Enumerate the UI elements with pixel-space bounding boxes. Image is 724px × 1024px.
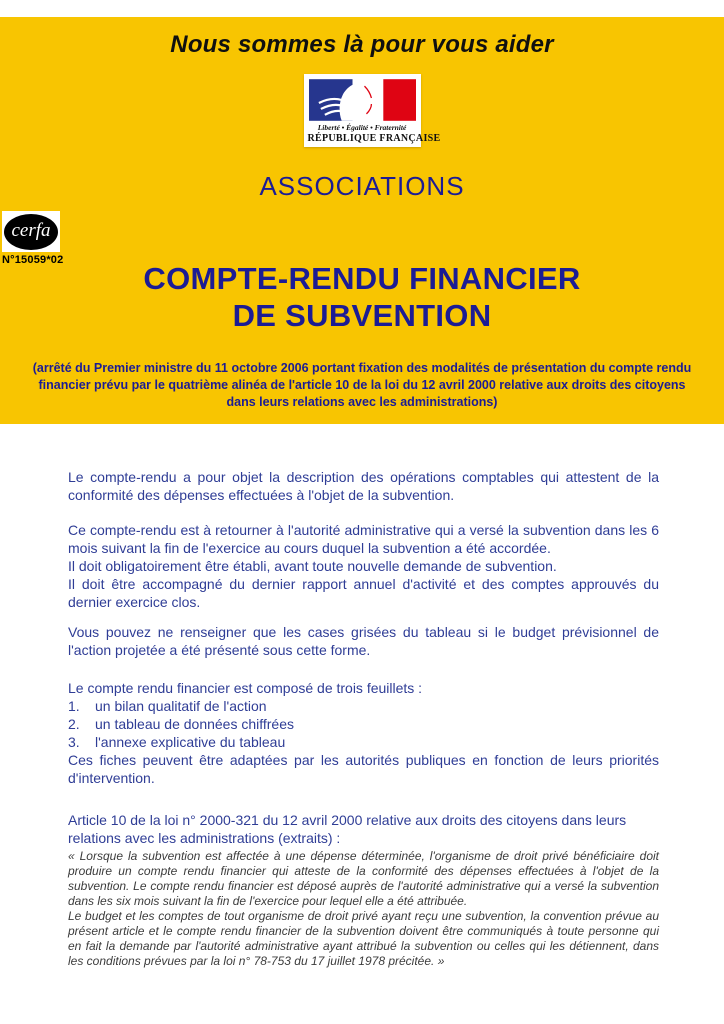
list-item-text: un bilan qualitatif de l'action: [95, 698, 267, 714]
list-item: [68, 733, 659, 751]
cerfa-logo: [2, 211, 63, 266]
document-title: [0, 260, 724, 334]
return-instruction-line: Il doit obligatoirement être établi, avant toute nouvelle demande de subvention.: [68, 558, 557, 574]
return-instruction-line: Il doit être accompagné du dernier rapport annuel d'activité et des comptes approuvés du dernier exercice clos.: [68, 576, 659, 610]
list-item-text: un tableau de données chiffrées: [95, 716, 295, 732]
section-title: ASSOCIATIONS: [259, 171, 465, 201]
cerfa-form-number: N°15059*02: [2, 254, 64, 266]
paragraph-three-sheets: [68, 679, 659, 787]
law-extract-paragraph: Le budget et les comptes de tout organisme de droit privé ayant reçu une subvention, la convention prévue au présent article et le compte rendu financier de la subvention doivent être communiqués à toute personne qui en fait la demande par l'autorité administrative ayant attribué la subvention ou celles qui les détiennent, dans les conditions prévues par la loi n° 78-753 du 17 juillet 1978 précitée. »: [68, 909, 659, 968]
republique-francaise-logo: [304, 74, 441, 147]
help-banner: Nous sommes là pour vous aider: [170, 31, 554, 58]
three-sheets-outro: Ces fiches peuvent être adaptées par les autorités publiques en fonction de leurs priorités d'intervention.: [68, 752, 659, 786]
paragraph-grey-cells: Vous pouvez ne renseigner que les cases grisées du tableau si le budget prévisionnel de l'action projetée a été présenté sous cette forme.: [68, 624, 659, 658]
document-title-line2: DE SUBVENTION: [232, 298, 492, 333]
law-extract-quote: [68, 849, 659, 969]
document-title-line1: COMPTE-RENDU FINANCIER: [143, 261, 581, 296]
three-sheets-intro: Le compte rendu financier est composé de trois feuillets :: [68, 680, 423, 696]
logo-republic-name: RÉPUBLIQUE FRANÇAISE: [307, 133, 441, 144]
list-item-number: 3.: [68, 734, 80, 750]
logo-motto: Liberté • Égalité • Fraternité: [317, 123, 407, 132]
decree-subtitle: (arrêté du Premier ministre du 11 octobre 2006 portant fixation des modalités de présentation du compte rendu financier prévu par le quatrième alinéa de l'article 10 de la loi du 12 avril 2000 relative aux droits des citoyens dans leurs relations avec les administrations): [32, 361, 692, 409]
list-item: [68, 697, 659, 715]
list-item-number: 2.: [68, 716, 80, 732]
document-body: [68, 424, 659, 969]
paragraph-return-instructions: [68, 521, 659, 611]
law-extract-paragraph: « Lorsque la subvention est affectée à une dépense déterminée, l'organisme de droit privé bénéficiaire doit produire un compte rendu financier qui atteste de la conformité des dépenses effectuées à l'objet de la subvention. Le compte rendu financier est déposé auprès de l'autorité administrative qui a versé la subvention dans les six mois suivant la fin de l'exercice pour lequel elle a été attribuée.: [68, 849, 659, 908]
paragraph-purpose: Le compte-rendu a pour objet la description des opérations comptables qui attestent de la conformité des dépenses effectuées à l'objet de la subvention.: [68, 469, 659, 503]
return-instruction-line: Ce compte-rendu est à retourner à l'autorité administrative qui a versé la subvention dans les 6 mois suivant la fin de l'exercice au cours duquel la subvention a été accordée.: [68, 522, 659, 556]
list-item-number: 1.: [68, 698, 80, 714]
article-10-heading: Article 10 de la loi n° 2000-321 du 12 avril 2000 relative aux droits des citoyens dans leurs relations avec les administrations (extraits) :: [68, 812, 627, 846]
list-item-text: l'annexe explicative du tableau: [95, 734, 286, 750]
list-item: [68, 715, 659, 733]
cerfa-logo-box: [2, 211, 60, 252]
french-flag-marianne-icon: [309, 79, 416, 121]
header-band: [0, 17, 724, 424]
cerfa-logo-text: cerfa: [4, 214, 58, 250]
